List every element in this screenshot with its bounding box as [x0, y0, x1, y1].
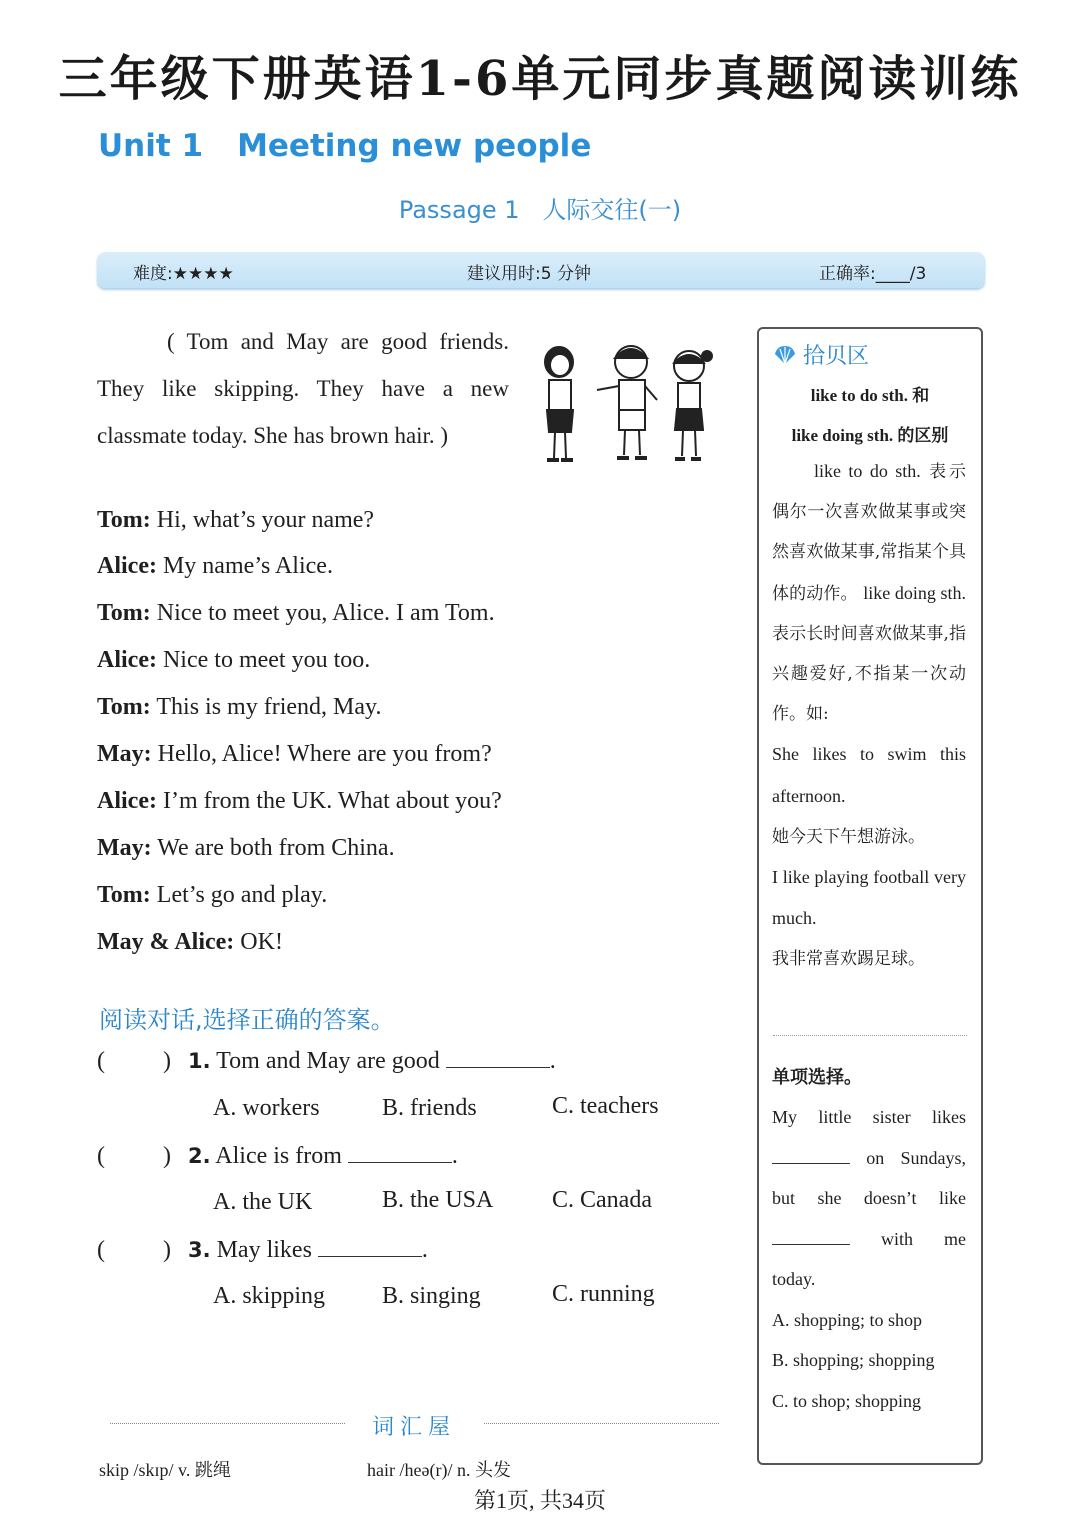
dialogue-line	[97, 694, 381, 721]
vocab-item: skip /skɪp/ v. 跳绳	[99, 1460, 231, 1480]
info-bar	[97, 252, 985, 288]
story-text: ( Tom and May are good friends. They like skipping. They have a new classmate today. She has brown hair. )	[97, 329, 509, 448]
option-a[interactable]: A. the UK	[213, 1189, 313, 1215]
vocab-item: hair /heə(r)/ n. 头发	[367, 1460, 511, 1480]
tip-sidebar	[757, 327, 983, 1465]
explanation-zh: 表示偶尔一次喜欢做某事或突然喜欢做某事,常指某个具体的动作。	[772, 462, 967, 604]
dialogue-text: Nice to meet you, Alice. I am Tom.	[156, 600, 495, 626]
dialogue-text: Hello, Alice! Where are you from?	[157, 741, 492, 767]
passage-label: Passage 1	[398, 196, 520, 224]
answer-paren-open[interactable]: (	[97, 1237, 105, 1263]
question-text: Alice is from	[215, 1143, 342, 1169]
exercise-line: My little sister likes	[772, 1107, 966, 1127]
answer-blank[interactable]	[318, 1238, 422, 1257]
exercise-option-c[interactable]: C. to shop; shopping	[772, 1390, 922, 1411]
dialogue-text: OK!	[240, 929, 283, 955]
children-illustration	[535, 340, 720, 470]
exercise-text: on Sundays,	[866, 1147, 966, 1168]
speaker-name: Tom:	[97, 600, 151, 626]
option-c[interactable]: C. Canada	[552, 1187, 652, 1213]
exercise-blank[interactable]	[772, 1149, 850, 1164]
dialogue-text: Hi, what’s your name?	[156, 507, 375, 533]
questions-heading: 阅读对话,选择正确的答案。	[99, 1006, 395, 1034]
suggested-time: 建议用时:5 分钟	[467, 264, 591, 284]
answer-paren-close: )	[163, 1143, 171, 1169]
speaker-name: Alice:	[97, 647, 157, 673]
option-c[interactable]: C. teachers	[552, 1093, 659, 1119]
speaker-name: May:	[97, 835, 152, 861]
speaker-name: May:	[97, 741, 152, 767]
page-number: 第1页, 共34页	[473, 1488, 606, 1513]
option-b[interactable]: B. friends	[382, 1095, 477, 1121]
unit-heading	[98, 128, 591, 164]
dialogue-text: Let’s go and play.	[156, 882, 328, 908]
vocab-title: 词汇屋	[372, 1415, 457, 1440]
exercise-option-a[interactable]: A. shopping; to shop	[772, 1309, 923, 1330]
dialogue-line	[97, 835, 395, 862]
example-en: She likes to swim this afternoon.	[772, 744, 966, 806]
exercise-title: 单项选择。	[772, 1067, 862, 1088]
question-3	[97, 1237, 428, 1264]
question-number: 3.	[188, 1238, 211, 1262]
sidebar-title-text: 拾贝区	[803, 344, 870, 369]
example-zh: 她今天下午想游泳。	[772, 826, 925, 847]
story-intro	[97, 318, 509, 459]
dialogue-line	[97, 741, 492, 768]
option-b[interactable]: B. the USA	[382, 1187, 494, 1213]
exercise-text: with me	[881, 1228, 966, 1249]
speaker-name: Tom:	[97, 882, 151, 908]
dialogue-text: Nice to meet you too.	[162, 647, 371, 673]
dialogue-line	[97, 929, 283, 956]
dialogue-line	[97, 600, 495, 627]
accuracy-field: 正确率:____/3	[819, 264, 927, 284]
speaker-name: May & Alice:	[97, 929, 235, 955]
dialogue-line	[97, 647, 370, 674]
question-text: Tom and May are good	[216, 1048, 440, 1074]
exercise-line	[772, 1219, 966, 1260]
dialogue-text: I’m from the UK. What about you?	[162, 788, 502, 814]
example-en: I like playing football very much.	[772, 867, 966, 929]
option-c[interactable]: C. running	[552, 1281, 655, 1307]
question-end: .	[549, 1048, 556, 1074]
speaker-name: Alice:	[97, 788, 157, 814]
explanation-zh: 表示长时间喜欢做某事,指兴趣爱好,不指某一次动作。如:	[772, 623, 966, 725]
exercise-line: today.	[772, 1269, 816, 1289]
option-b[interactable]: B. singing	[382, 1283, 481, 1309]
dialogue-line	[97, 788, 502, 815]
exercise-option-b[interactable]: B. shopping; shopping	[772, 1350, 935, 1370]
answer-paren-close: )	[163, 1048, 171, 1074]
sidebar-title	[773, 339, 869, 370]
sidebar-divider	[773, 1035, 967, 1036]
question-text: May likes	[216, 1237, 312, 1263]
page-title: 三年级下册英语1-6单元同步真题阅读训练	[58, 51, 1022, 107]
dialogue-line	[97, 553, 333, 580]
vocab-divider-right	[484, 1423, 719, 1424]
unit-title: Meeting new people	[237, 128, 592, 164]
exercise-line: but she doesn’t like	[772, 1188, 966, 1208]
option-a[interactable]: A. skipping	[213, 1283, 326, 1309]
dialogue-text: My name’s Alice.	[162, 553, 333, 579]
speaker-name: Tom:	[97, 694, 151, 720]
answer-blank[interactable]	[348, 1144, 452, 1163]
dialogue-text: We are both from China.	[157, 835, 395, 861]
passage-title: 人际交往(一)	[542, 196, 682, 224]
question-end: .	[451, 1143, 458, 1169]
explanation-en: like to do sth.	[814, 461, 921, 481]
example-zh: 我非常喜欢踢足球。	[772, 949, 925, 970]
dialogue-text: This is my friend, May.	[156, 694, 382, 720]
question-number: 1.	[188, 1049, 211, 1073]
answer-paren-open[interactable]: (	[97, 1143, 105, 1169]
question-number: 2.	[188, 1144, 211, 1168]
shell-icon	[773, 344, 797, 366]
answer-paren-open[interactable]: (	[97, 1048, 105, 1074]
dialogue-line	[97, 507, 374, 534]
difficulty-rating: 难度:★★★★	[133, 264, 234, 284]
explanation-text	[772, 451, 966, 980]
answer-paren-close: )	[163, 1237, 171, 1263]
exercise-blank[interactable]	[772, 1230, 850, 1245]
passage-heading	[0, 190, 1080, 225]
exercise-line	[772, 1138, 966, 1179]
question-2	[97, 1143, 458, 1170]
speaker-name: Tom:	[97, 507, 151, 533]
vocab-divider-left	[110, 1423, 345, 1424]
dialogue-line	[97, 882, 327, 909]
option-a[interactable]: A. workers	[213, 1095, 320, 1121]
speaker-name: Alice:	[97, 553, 157, 579]
question-end: .	[421, 1237, 428, 1263]
question-1	[97, 1048, 556, 1075]
topic-line: like to do sth. 和	[810, 386, 930, 405]
topic-line: like doing sth. 的区别	[791, 426, 949, 445]
exercise-body	[772, 1097, 966, 1421]
explanation-en: like doing sth.	[863, 582, 967, 603]
unit-label: Unit 1	[98, 128, 204, 164]
answer-blank[interactable]	[446, 1049, 550, 1068]
